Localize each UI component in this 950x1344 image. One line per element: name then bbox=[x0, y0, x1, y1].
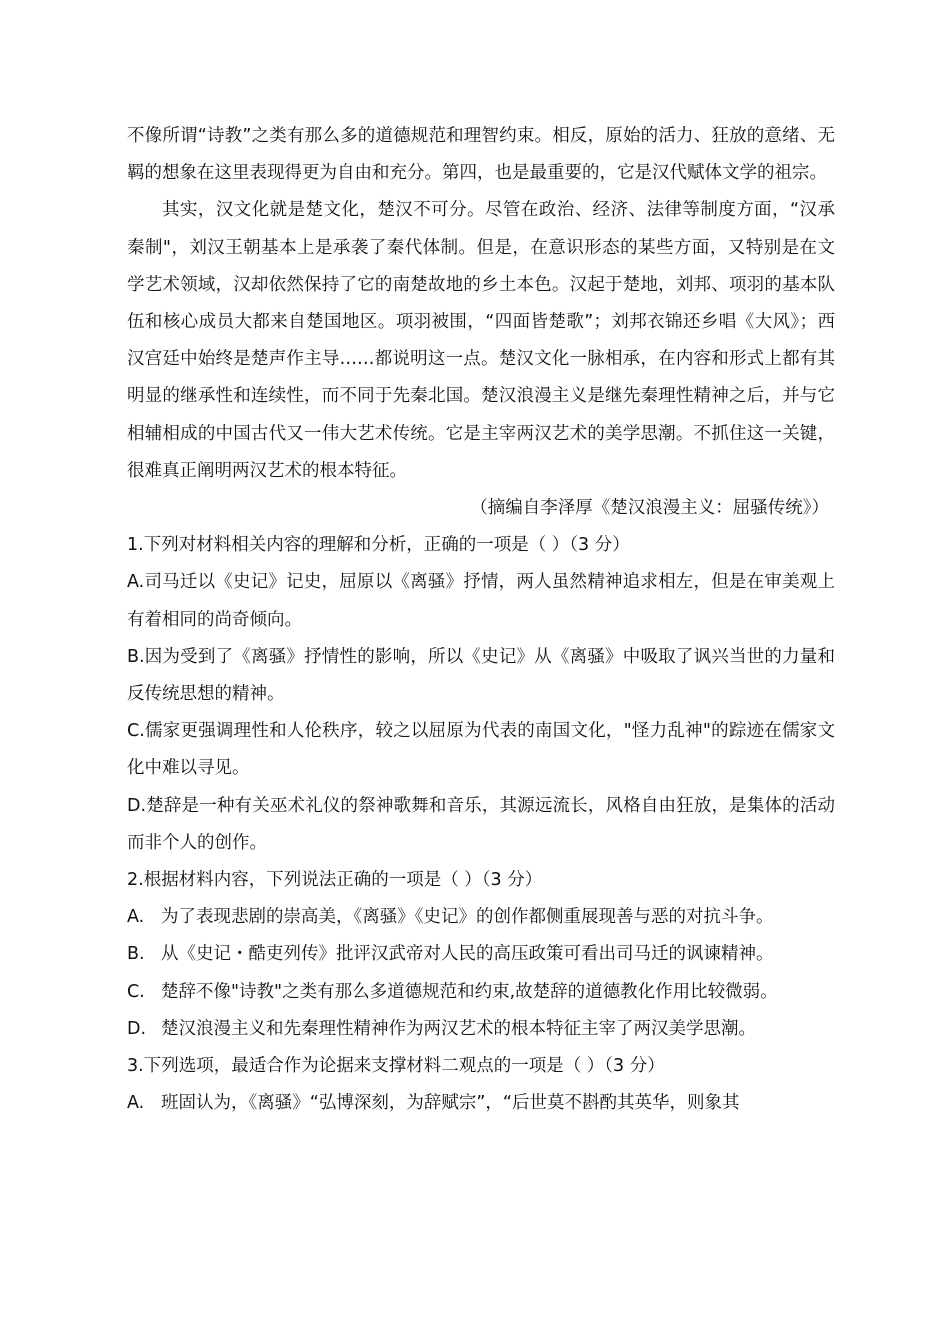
question-2-option-c bbox=[127, 974, 835, 1011]
question-1-option-c: C.儒家更强调理性和人伦秩序，较之以屈原为代表的南国文化，"怪力乱神"的踪迹在儒家文化中难以寻见。 bbox=[127, 721, 835, 779]
question-1-option-d: D.楚辞是一种有关巫术礼仪的祭神歌舞和音乐，其源远流长，风格自由狂放，是集体的活动而非个人的创作。 bbox=[127, 795, 835, 853]
question-2-stem: 2.根据材料内容，下列说法正确的一项是（ ）（3 分） bbox=[127, 870, 543, 891]
question-1-option-b: B.因为受到了《离骚》抒情性的影响，所以《史记》从《离骚》中吸取了讽兴当世的力量和反传统思想的精神。 bbox=[127, 646, 835, 705]
option-text: 为了表现悲剧的崇高美，《离骚》《史记》的创作都侧重展现善与恶的对抗斗争。 bbox=[161, 907, 774, 928]
passage-source: （摘编自李泽厚《楚汉浪漫主义：屈骚传统》） bbox=[470, 498, 829, 519]
question-2-option-b bbox=[127, 936, 835, 973]
option-label: D. bbox=[127, 1018, 147, 1039]
question-1-option-a: A.司马迁以《史记》记史，屈原以《离骚》抒情，两人虽然精神追求相左，但是在审美观上有着相同的尚奇倾向。 bbox=[127, 572, 835, 630]
passage-paragraph-2: 其实，汉文化就是楚文化，楚汉不可分。尽管在政治、经济、法律等制度方面，“汉承秦制"，刘汉王朝基本上是承袭了秦代体制。但是，在意识形态的某些方面，又特别是在文学艺术领域，汉却依然保持了它的南楚故地的乡土本色。汉起于楚地，刘邦、项羽的基本队伍和核心成员大都来自楚国地区。项羽被围，“四面皆楚歌”；刘邦衣锦还乡唱《大风》；西汉宫廷中始终是楚声作主导……都说明这一点。楚汉文化一脉相承，在内容和形式上都有其明显的继承性和连续性，而不同于先秦北国。楚汉浪漫主义是继先秦理性精神之后，并与它相辅相成的中国古代又一伟大艺术传统。它是主宰两汉艺术的美学思潮。不抓住这一关键，很难真正阐明两汉艺术的根本特征。 bbox=[127, 200, 835, 481]
option-text: 楚辞不像"诗教"之类有那么多道德规范和约束,故楚辞的道德教化作用比较微弱。 bbox=[161, 981, 778, 1002]
option-label: B. bbox=[127, 944, 145, 965]
option-label: A. bbox=[127, 1093, 145, 1114]
option-text: 楚汉浪漫主义和先秦理性精神作为两汉艺术的根本特征主宰了两汉美学思潮。 bbox=[161, 1018, 756, 1039]
document-page bbox=[127, 118, 835, 1122]
option-text: 从《史记・酷吏列传》批评汉武帝对人民的高压政策可看出司马迁的讽谏精神。 bbox=[161, 944, 774, 965]
passage-paragraph-1: 不像所谓“诗教”之类有那么多的道德规范和理智约束。相反，原始的活力、狂放的意绪、无羁的想象在这里表现得更为自由和充分。第四，也是最重要的，它是汉代赋体文学的祖宗。 bbox=[127, 126, 835, 184]
option-text: 班固认为，《离骚》“弘博深刻，为辞赋宗”，“后世莫不斟酌其英华，则象其 bbox=[161, 1093, 740, 1114]
question-3-stem: 3.下列选项，最适合作为论据来支撑材料二观点的一项是（ ）（3 分） bbox=[127, 1056, 665, 1077]
question-2-option-a bbox=[127, 899, 835, 936]
question-3-option-a bbox=[127, 1085, 835, 1122]
option-label: C. bbox=[127, 981, 145, 1002]
question-1-stem: 1.下列对材料相关内容的理解和分析，正确的一项是（ ）（3 分） bbox=[127, 535, 630, 556]
option-label: A. bbox=[127, 907, 145, 928]
question-2-option-d bbox=[127, 1011, 835, 1048]
